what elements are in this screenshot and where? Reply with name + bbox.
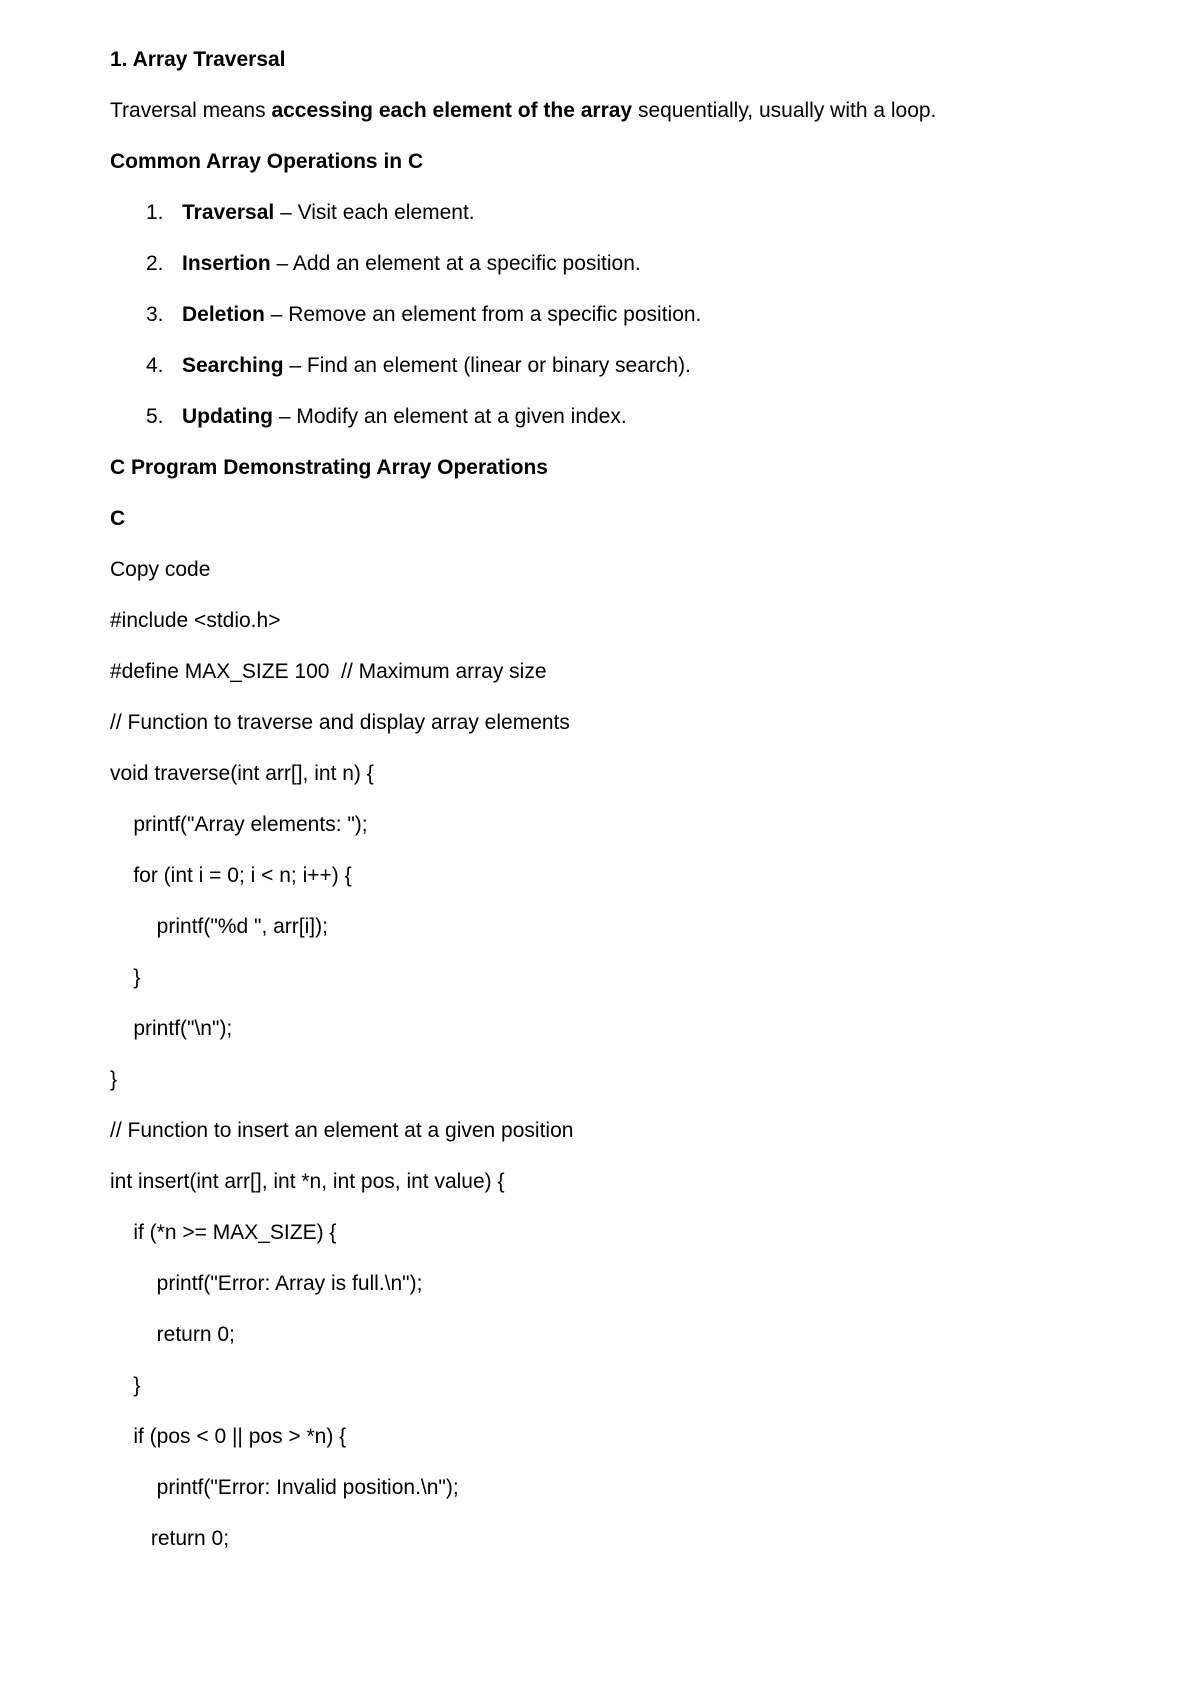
code-line: } — [110, 966, 141, 989]
code-line: printf("\n"); — [110, 1017, 233, 1040]
code-line: #define MAX_SIZE 100 // Maximum array size — [110, 660, 547, 683]
list-item-term: Searching — [182, 354, 284, 377]
code-line: if (pos < 0 || pos > *n) { — [110, 1425, 347, 1448]
code-line: int insert(int arr[], int *n, int pos, int value) { — [110, 1170, 505, 1193]
copy-code-button[interactable]: Copy code — [110, 558, 211, 581]
list-item-body — [182, 404, 627, 430]
code-line: for (int i = 0; i < n; i++) { — [110, 864, 352, 887]
section-heading: 1. Array Traversal — [110, 48, 286, 71]
list-item-body — [182, 251, 641, 277]
code-line: } — [110, 1068, 118, 1091]
code-line: return 0; — [110, 1527, 230, 1550]
list-item-number: 4. — [146, 354, 164, 377]
list-item-number: 2. — [146, 252, 164, 275]
list-item-desc: – Modify an element at a given index. — [272, 405, 627, 428]
code-line: printf("Error: Array is full.\n"); — [110, 1272, 423, 1295]
list-item-desc: – Visit each element. — [274, 201, 475, 224]
code-line: return 0; — [110, 1323, 235, 1346]
code-line: // Function to insert an element at a given position — [110, 1119, 574, 1142]
list-item-number: 5. — [146, 405, 164, 428]
list-item-desc: – Remove an element from a specific position. — [264, 303, 702, 326]
code-line: // Function to traverse and display array elements — [110, 711, 570, 734]
list-item-number: 1. — [146, 201, 164, 224]
code-line: } — [110, 1374, 141, 1397]
list-item-term: Deletion — [182, 303, 265, 326]
program-heading: C Program Demonstrating Array Operations — [110, 456, 548, 479]
list-item-term: Updating — [182, 405, 273, 428]
intro-suffix: sequentially, usually with a loop. — [632, 99, 937, 122]
code-line: #include <stdio.h> — [110, 609, 281, 632]
list-item-body — [182, 302, 701, 328]
list-item-desc: – Add an element at a specific position. — [270, 252, 641, 275]
code-line: printf("Array elements: "); — [110, 813, 368, 836]
operations-heading: Common Array Operations in C — [110, 150, 424, 173]
language-label: C — [110, 507, 126, 530]
intro-paragraph — [110, 98, 936, 124]
list-item-term: Traversal — [182, 201, 275, 224]
code-line: if (*n >= MAX_SIZE) { — [110, 1221, 337, 1244]
intro-prefix: Traversal means — [110, 99, 272, 122]
list-item-body — [182, 200, 475, 226]
code-line: void traverse(int arr[], int n) { — [110, 762, 374, 785]
list-item-term: Insertion — [182, 252, 271, 275]
code-line: printf("Error: Invalid position.\n"); — [110, 1476, 459, 1499]
list-item-number: 3. — [146, 303, 164, 326]
code-line: printf("%d ", arr[i]); — [110, 915, 328, 938]
list-item-desc: – Find an element (linear or binary search). — [283, 354, 691, 377]
list-item-body — [182, 353, 691, 379]
intro-emphasis: accessing each element of the array — [271, 99, 633, 122]
